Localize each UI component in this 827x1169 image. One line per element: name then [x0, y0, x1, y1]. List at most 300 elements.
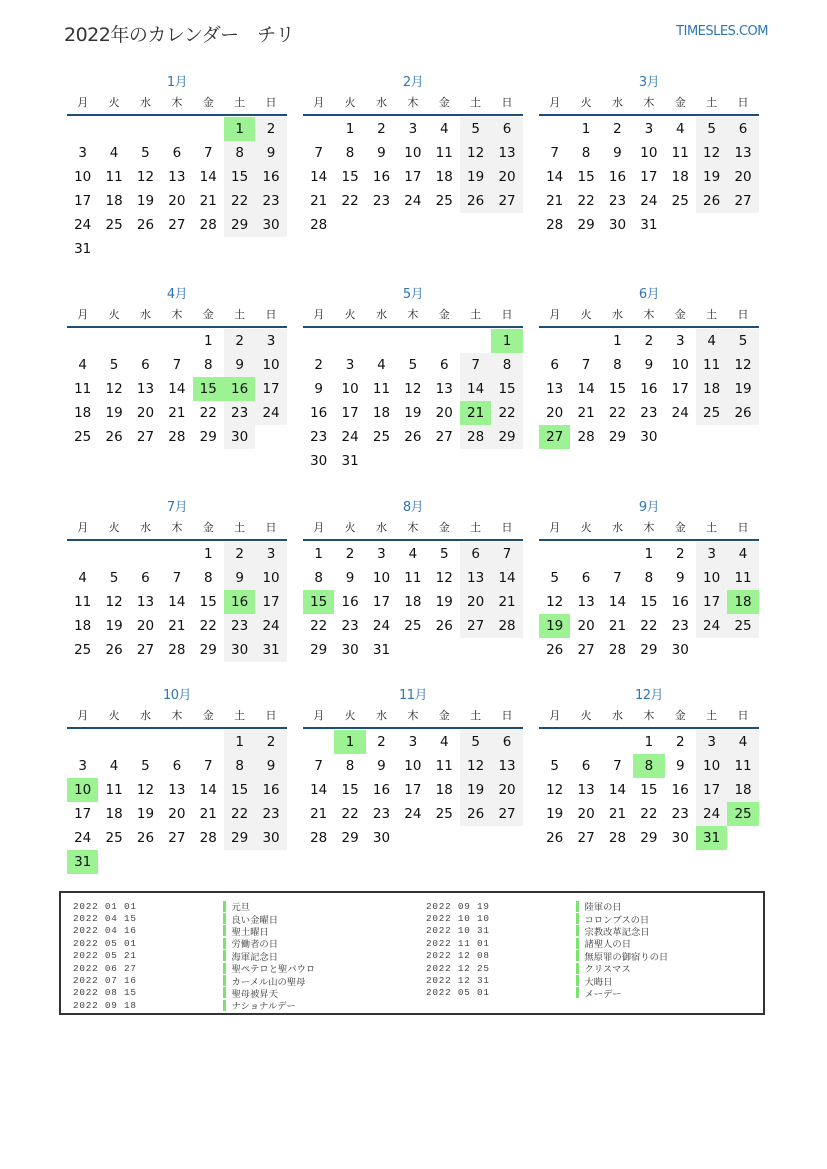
day-cell[interactable]: 25: [727, 802, 758, 826]
day-cell[interactable]: 27: [539, 425, 570, 449]
day-cell[interactable]: 30: [224, 425, 255, 449]
day-cell[interactable]: 20: [136, 405, 155, 421]
day-cell[interactable]: 11: [372, 381, 391, 397]
day-cell[interactable]: 22: [577, 193, 595, 209]
day-cell[interactable]: 10: [404, 145, 422, 161]
day-cell[interactable]: 30: [372, 830, 391, 846]
day-cell[interactable]: 4: [439, 121, 449, 137]
brand-logo[interactable]: TIMESLES.COM: [676, 24, 768, 39]
day-cell[interactable]: 28: [460, 425, 491, 449]
day-cell[interactable]: 27: [491, 189, 522, 213]
day-cell[interactable]: 17: [372, 594, 391, 610]
day-cell[interactable]: 12: [136, 169, 155, 185]
day-cell[interactable]: 10: [372, 570, 391, 586]
day-cell[interactable]: 12: [136, 782, 155, 798]
day-cell[interactable]: 2: [644, 333, 654, 349]
day-cell[interactable]: 5: [550, 570, 559, 586]
day-cell[interactable]: 21: [608, 618, 627, 634]
day-cell[interactable]: 29: [577, 217, 595, 233]
day-cell[interactable]: 16: [671, 594, 689, 610]
day-cell[interactable]: 21: [577, 405, 595, 421]
day-cell[interactable]: 13: [546, 381, 564, 397]
day-cell[interactable]: 13: [136, 594, 155, 610]
day-cell[interactable]: 4: [439, 734, 449, 750]
day-cell[interactable]: 9: [675, 570, 685, 586]
day-cell[interactable]: 3: [78, 145, 87, 161]
day-cell[interactable]: 25: [435, 806, 453, 822]
day-cell[interactable]: 31: [67, 850, 98, 874]
day-cell[interactable]: 23: [255, 189, 286, 213]
day-cell[interactable]: 16: [310, 405, 328, 421]
day-cell[interactable]: 20: [168, 193, 186, 209]
day-cell[interactable]: 19: [727, 377, 758, 401]
day-cell[interactable]: 29: [199, 642, 217, 658]
day-cell[interactable]: 20: [727, 165, 758, 189]
day-cell[interactable]: 8: [491, 353, 522, 377]
day-cell[interactable]: 7: [203, 758, 213, 774]
day-cell[interactable]: 22: [491, 401, 522, 425]
day-cell[interactable]: 16: [671, 782, 689, 798]
day-cell[interactable]: 2: [675, 734, 685, 750]
day-cell[interactable]: 7: [491, 542, 522, 566]
day-cell[interactable]: 21: [199, 193, 217, 209]
day-cell[interactable]: 11: [74, 381, 92, 397]
day-cell[interactable]: 14: [546, 169, 564, 185]
day-cell[interactable]: 13: [168, 169, 186, 185]
day-cell[interactable]: 31: [640, 217, 658, 233]
day-cell[interactable]: 19: [539, 614, 570, 638]
day-cell[interactable]: 23: [310, 429, 328, 445]
day-cell[interactable]: 5: [727, 329, 758, 353]
day-cell[interactable]: 18: [435, 782, 453, 798]
day-cell[interactable]: 29: [640, 642, 658, 658]
day-cell[interactable]: 1: [203, 546, 213, 562]
day-cell[interactable]: 6: [172, 758, 182, 774]
day-cell[interactable]: 18: [727, 590, 758, 614]
day-cell[interactable]: 6: [581, 570, 591, 586]
day-cell[interactable]: 22: [199, 618, 217, 634]
day-cell[interactable]: 23: [372, 806, 391, 822]
day-cell[interactable]: 15: [224, 165, 255, 189]
day-cell[interactable]: 14: [168, 594, 186, 610]
day-cell[interactable]: 18: [372, 405, 391, 421]
day-cell[interactable]: 15: [199, 594, 217, 610]
day-cell[interactable]: 23: [671, 806, 689, 822]
day-cell[interactable]: 10: [255, 353, 286, 377]
day-cell[interactable]: 12: [460, 141, 491, 165]
day-cell[interactable]: 3: [408, 121, 418, 137]
day-cell[interactable]: 18: [404, 594, 422, 610]
day-cell[interactable]: 10: [74, 169, 92, 185]
day-cell[interactable]: 27: [136, 429, 155, 445]
day-cell[interactable]: 16: [224, 590, 255, 614]
day-cell[interactable]: 9: [224, 566, 255, 590]
day-cell[interactable]: 26: [435, 618, 453, 634]
day-cell[interactable]: 21: [168, 618, 186, 634]
day-cell[interactable]: 11: [696, 353, 727, 377]
day-cell[interactable]: 22: [310, 618, 328, 634]
day-cell[interactable]: 15: [640, 782, 658, 798]
day-cell[interactable]: 15: [640, 594, 658, 610]
day-cell[interactable]: 14: [608, 594, 627, 610]
day-cell[interactable]: 14: [310, 169, 328, 185]
day-cell[interactable]: 3: [696, 542, 727, 566]
day-cell[interactable]: 22: [640, 806, 658, 822]
day-cell[interactable]: 27: [577, 830, 595, 846]
day-cell[interactable]: 16: [255, 165, 286, 189]
day-cell[interactable]: 7: [613, 570, 622, 586]
day-cell[interactable]: 6: [491, 117, 522, 141]
day-cell[interactable]: 21: [460, 401, 491, 425]
day-cell[interactable]: 12: [435, 570, 453, 586]
day-cell[interactable]: 18: [671, 169, 689, 185]
day-cell[interactable]: 29: [608, 429, 627, 445]
day-cell[interactable]: 8: [203, 357, 213, 373]
day-cell[interactable]: 5: [460, 730, 491, 754]
day-cell[interactable]: 21: [310, 806, 328, 822]
day-cell[interactable]: 18: [435, 169, 453, 185]
day-cell[interactable]: 18: [727, 778, 758, 802]
day-cell[interactable]: 20: [577, 806, 595, 822]
day-cell[interactable]: 23: [224, 401, 255, 425]
day-cell[interactable]: 28: [199, 217, 217, 233]
day-cell[interactable]: 3: [675, 333, 685, 349]
day-cell[interactable]: 25: [105, 830, 123, 846]
day-cell[interactable]: 23: [224, 614, 255, 638]
day-cell[interactable]: 9: [345, 570, 355, 586]
day-cell[interactable]: 28: [168, 642, 186, 658]
day-cell[interactable]: 5: [439, 546, 449, 562]
day-cell[interactable]: 15: [303, 590, 334, 614]
day-cell[interactable]: 11: [671, 145, 689, 161]
day-cell[interactable]: 17: [255, 377, 286, 401]
day-cell[interactable]: 16: [372, 169, 391, 185]
day-cell[interactable]: 27: [727, 189, 758, 213]
day-cell[interactable]: 21: [491, 590, 522, 614]
day-cell[interactable]: 23: [640, 405, 658, 421]
day-cell[interactable]: 20: [435, 405, 453, 421]
day-cell[interactable]: 26: [105, 642, 123, 658]
day-cell[interactable]: 4: [727, 730, 758, 754]
day-cell[interactable]: 12: [546, 782, 564, 798]
day-cell[interactable]: 28: [608, 642, 627, 658]
day-cell[interactable]: 2: [255, 730, 286, 754]
day-cell[interactable]: 19: [546, 806, 564, 822]
day-cell[interactable]: 8: [633, 754, 664, 778]
day-cell[interactable]: 25: [74, 429, 92, 445]
day-cell[interactable]: 14: [199, 169, 217, 185]
day-cell[interactable]: 24: [404, 193, 422, 209]
day-cell[interactable]: 14: [310, 782, 328, 798]
day-cell[interactable]: 1: [491, 329, 522, 353]
day-cell[interactable]: 2: [224, 329, 255, 353]
day-cell[interactable]: 10: [341, 381, 359, 397]
day-cell[interactable]: 26: [546, 830, 564, 846]
day-cell[interactable]: 16: [608, 169, 627, 185]
day-cell[interactable]: 22: [608, 405, 627, 421]
day-cell[interactable]: 4: [109, 145, 119, 161]
day-cell[interactable]: 2: [345, 546, 355, 562]
day-cell[interactable]: 22: [224, 802, 255, 826]
day-cell[interactable]: 14: [577, 381, 595, 397]
day-cell[interactable]: 23: [372, 193, 391, 209]
day-cell[interactable]: 5: [109, 357, 119, 373]
day-cell[interactable]: 25: [727, 614, 758, 638]
day-cell[interactable]: 6: [439, 357, 449, 373]
day-cell[interactable]: 17: [404, 782, 422, 798]
day-cell[interactable]: 5: [460, 117, 491, 141]
day-cell[interactable]: 17: [255, 590, 286, 614]
day-cell[interactable]: 17: [696, 778, 727, 802]
day-cell[interactable]: 9: [377, 145, 386, 161]
day-cell[interactable]: 10: [67, 778, 98, 802]
day-cell[interactable]: 28: [546, 217, 564, 233]
day-cell[interactable]: 26: [136, 830, 155, 846]
day-cell[interactable]: 1: [224, 730, 255, 754]
day-cell[interactable]: 27: [491, 802, 522, 826]
day-cell[interactable]: 11: [105, 782, 123, 798]
day-cell[interactable]: 4: [408, 546, 418, 562]
day-cell[interactable]: 4: [675, 121, 685, 137]
day-cell[interactable]: 26: [696, 189, 727, 213]
day-cell[interactable]: 16: [640, 381, 658, 397]
day-cell[interactable]: 27: [168, 830, 186, 846]
day-cell[interactable]: 31: [696, 826, 727, 850]
day-cell[interactable]: 24: [74, 217, 92, 233]
day-cell[interactable]: 15: [608, 381, 627, 397]
day-cell[interactable]: 6: [727, 117, 758, 141]
day-cell[interactable]: 20: [168, 806, 186, 822]
day-cell[interactable]: 11: [727, 566, 758, 590]
day-cell[interactable]: 10: [696, 754, 727, 778]
day-cell[interactable]: 5: [141, 758, 150, 774]
day-cell[interactable]: 3: [408, 734, 418, 750]
day-cell[interactable]: 6: [141, 570, 150, 586]
day-cell[interactable]: 4: [377, 357, 386, 373]
day-cell[interactable]: 22: [341, 193, 359, 209]
day-cell[interactable]: 5: [696, 117, 727, 141]
day-cell[interactable]: 21: [546, 193, 564, 209]
day-cell[interactable]: 17: [74, 193, 92, 209]
day-cell[interactable]: 15: [341, 782, 359, 798]
day-cell[interactable]: 25: [74, 642, 92, 658]
day-cell[interactable]: 7: [460, 353, 491, 377]
day-cell[interactable]: 12: [546, 594, 564, 610]
day-cell[interactable]: 3: [78, 758, 87, 774]
day-cell[interactable]: 22: [199, 405, 217, 421]
day-cell[interactable]: 25: [671, 193, 689, 209]
day-cell[interactable]: 9: [224, 353, 255, 377]
day-cell[interactable]: 16: [224, 377, 255, 401]
day-cell[interactable]: 20: [577, 618, 595, 634]
day-cell[interactable]: 13: [727, 141, 758, 165]
day-cell[interactable]: 13: [168, 782, 186, 798]
day-cell[interactable]: 31: [74, 241, 92, 257]
day-cell[interactable]: 15: [491, 377, 522, 401]
day-cell[interactable]: 1: [581, 121, 591, 137]
day-cell[interactable]: 8: [314, 570, 323, 586]
day-cell[interactable]: 12: [727, 353, 758, 377]
day-cell[interactable]: 8: [613, 357, 622, 373]
day-cell[interactable]: 8: [224, 754, 255, 778]
day-cell[interactable]: 17: [74, 806, 92, 822]
day-cell[interactable]: 17: [671, 381, 689, 397]
day-cell[interactable]: 26: [727, 401, 758, 425]
day-cell[interactable]: 17: [404, 169, 422, 185]
day-cell[interactable]: 13: [491, 754, 522, 778]
day-cell[interactable]: 11: [74, 594, 92, 610]
day-cell[interactable]: 30: [224, 638, 255, 662]
day-cell[interactable]: 24: [640, 193, 658, 209]
day-cell[interactable]: 7: [314, 758, 323, 774]
day-cell[interactable]: 7: [581, 357, 591, 373]
day-cell[interactable]: 4: [109, 758, 119, 774]
day-cell[interactable]: 25: [105, 217, 123, 233]
day-cell[interactable]: 29: [640, 830, 658, 846]
day-cell[interactable]: 10: [696, 566, 727, 590]
day-cell[interactable]: 6: [172, 145, 182, 161]
day-cell[interactable]: 10: [255, 566, 286, 590]
day-cell[interactable]: 30: [608, 217, 627, 233]
day-cell[interactable]: 11: [435, 145, 453, 161]
day-cell[interactable]: 13: [460, 566, 491, 590]
day-cell[interactable]: 13: [491, 141, 522, 165]
day-cell[interactable]: 4: [727, 542, 758, 566]
day-cell[interactable]: 9: [644, 357, 654, 373]
day-cell[interactable]: 1: [203, 333, 213, 349]
day-cell[interactable]: 12: [404, 381, 422, 397]
day-cell[interactable]: 20: [460, 590, 491, 614]
day-cell[interactable]: 13: [435, 381, 453, 397]
day-cell[interactable]: 19: [696, 165, 727, 189]
day-cell[interactable]: 29: [491, 425, 522, 449]
day-cell[interactable]: 30: [310, 453, 328, 469]
day-cell[interactable]: 13: [577, 594, 595, 610]
day-cell[interactable]: 9: [314, 381, 323, 397]
day-cell[interactable]: 26: [460, 802, 491, 826]
day-cell[interactable]: 15: [224, 778, 255, 802]
day-cell[interactable]: 1: [314, 546, 323, 562]
day-cell[interactable]: 2: [675, 546, 685, 562]
day-cell[interactable]: 10: [640, 145, 658, 161]
day-cell[interactable]: 23: [341, 618, 359, 634]
day-cell[interactable]: 20: [491, 165, 522, 189]
day-cell[interactable]: 7: [172, 357, 182, 373]
day-cell[interactable]: 7: [203, 145, 213, 161]
day-cell[interactable]: 27: [577, 642, 595, 658]
day-cell[interactable]: 31: [341, 453, 359, 469]
day-cell[interactable]: 27: [168, 217, 186, 233]
day-cell[interactable]: 27: [460, 614, 491, 638]
day-cell[interactable]: 31: [372, 642, 391, 658]
day-cell[interactable]: 4: [78, 357, 87, 373]
day-cell[interactable]: 7: [172, 570, 182, 586]
day-cell[interactable]: 21: [608, 806, 627, 822]
day-cell[interactable]: 31: [255, 638, 286, 662]
day-cell[interactable]: 26: [136, 217, 155, 233]
day-cell[interactable]: 27: [435, 429, 453, 445]
day-cell[interactable]: 10: [671, 357, 689, 373]
day-cell[interactable]: 19: [435, 594, 453, 610]
day-cell[interactable]: 24: [696, 614, 727, 638]
day-cell[interactable]: 25: [372, 429, 391, 445]
day-cell[interactable]: 5: [109, 570, 119, 586]
day-cell[interactable]: 26: [546, 642, 564, 658]
day-cell[interactable]: 30: [640, 429, 658, 445]
day-cell[interactable]: 19: [404, 405, 422, 421]
day-cell[interactable]: 7: [613, 758, 622, 774]
day-cell[interactable]: 16: [255, 778, 286, 802]
day-cell[interactable]: 1: [644, 546, 654, 562]
day-cell[interactable]: 20: [546, 405, 564, 421]
day-cell[interactable]: 23: [671, 618, 689, 634]
day-cell[interactable]: 24: [74, 830, 92, 846]
day-cell[interactable]: 3: [255, 542, 286, 566]
day-cell[interactable]: 27: [136, 642, 155, 658]
day-cell[interactable]: 6: [491, 730, 522, 754]
day-cell[interactable]: 3: [255, 329, 286, 353]
day-cell[interactable]: 18: [105, 806, 123, 822]
day-cell[interactable]: 24: [255, 401, 286, 425]
day-cell[interactable]: 3: [377, 546, 386, 562]
day-cell[interactable]: 18: [696, 377, 727, 401]
day-cell[interactable]: 28: [608, 830, 627, 846]
day-cell[interactable]: 2: [255, 117, 286, 141]
day-cell[interactable]: 15: [577, 169, 595, 185]
day-cell[interactable]: 24: [255, 614, 286, 638]
day-cell[interactable]: 5: [550, 758, 559, 774]
day-cell[interactable]: 28: [168, 429, 186, 445]
day-cell[interactable]: 5: [141, 145, 150, 161]
day-cell[interactable]: 24: [696, 802, 727, 826]
day-cell[interactable]: 9: [255, 141, 286, 165]
day-cell[interactable]: 21: [199, 806, 217, 822]
day-cell[interactable]: 1: [224, 117, 255, 141]
day-cell[interactable]: 6: [581, 758, 591, 774]
day-cell[interactable]: 9: [377, 758, 386, 774]
day-cell[interactable]: 19: [460, 778, 491, 802]
day-cell[interactable]: 22: [640, 618, 658, 634]
day-cell[interactable]: 26: [105, 429, 123, 445]
day-cell[interactable]: 6: [460, 542, 491, 566]
day-cell[interactable]: 22: [224, 189, 255, 213]
day-cell[interactable]: 8: [224, 141, 255, 165]
day-cell[interactable]: 28: [199, 830, 217, 846]
day-cell[interactable]: 17: [640, 169, 658, 185]
day-cell[interactable]: 28: [310, 830, 328, 846]
day-cell[interactable]: 14: [491, 566, 522, 590]
day-cell[interactable]: 30: [341, 642, 359, 658]
day-cell[interactable]: 13: [136, 381, 155, 397]
day-cell[interactable]: 5: [408, 357, 418, 373]
day-cell[interactable]: 29: [199, 429, 217, 445]
day-cell[interactable]: 14: [608, 782, 627, 798]
day-cell[interactable]: 25: [696, 401, 727, 425]
day-cell[interactable]: 26: [460, 189, 491, 213]
day-cell[interactable]: 2: [613, 121, 622, 137]
day-cell[interactable]: 24: [341, 429, 359, 445]
day-cell[interactable]: 6: [550, 357, 559, 373]
day-cell[interactable]: 17: [696, 590, 727, 614]
day-cell[interactable]: 21: [310, 193, 328, 209]
day-cell[interactable]: 29: [224, 826, 255, 850]
day-cell[interactable]: 13: [577, 782, 595, 798]
day-cell[interactable]: 20: [136, 618, 155, 634]
day-cell[interactable]: 7: [314, 145, 323, 161]
day-cell[interactable]: 12: [105, 594, 123, 610]
day-cell[interactable]: 8: [581, 145, 591, 161]
day-cell[interactable]: 25: [404, 618, 422, 634]
